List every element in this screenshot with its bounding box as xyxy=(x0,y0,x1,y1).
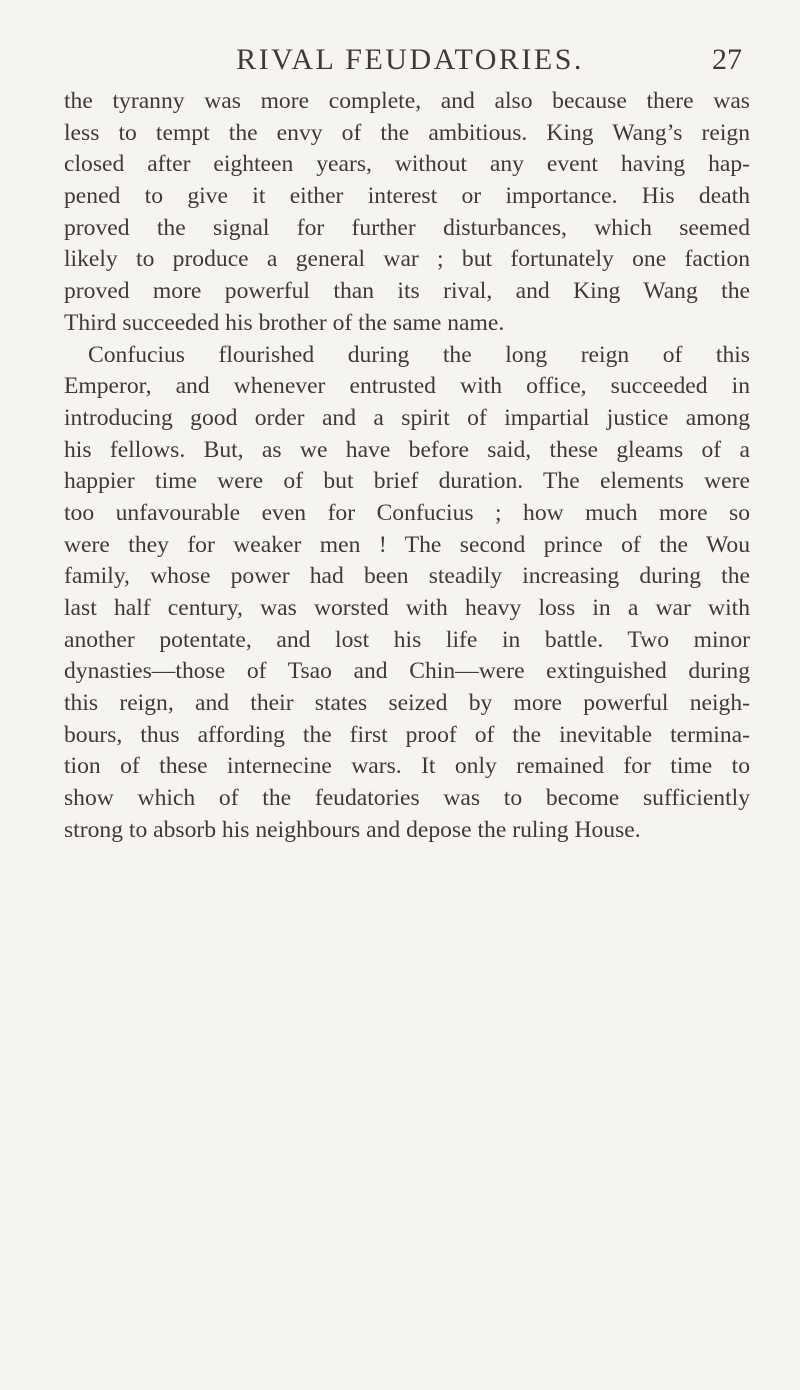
text-line: dynasties—those of Tsao and Chin—were extinguished during xyxy=(64,658,750,685)
text-line: too unfavourable even for Confucius ; how much more so xyxy=(64,499,750,526)
running-head xyxy=(60,40,750,80)
text-line: proved the signal for further disturbances, which seemed xyxy=(64,214,750,241)
text-line: less to tempt the envy of the ambitious. King Wang’s reign xyxy=(64,119,750,146)
text-line: the tyranny was more complete, and also because there was xyxy=(64,88,750,114)
text-line: another potentate, and lost his life in battle. Two minor xyxy=(64,626,750,653)
text-line: show which of the feudatories was to become sufficiently xyxy=(64,785,750,812)
text-line: were they for weaker men ! The second prince of the Wou xyxy=(64,531,750,558)
text-line: happier time were of but brief duration. The elements were xyxy=(64,468,750,495)
text-line: Third succeeded his brother of the same name. xyxy=(64,309,505,336)
body-text xyxy=(64,86,750,847)
page-number: 27 xyxy=(712,43,742,76)
text-line: bours, thus affording the first proof of the inevitable termina- xyxy=(64,721,750,748)
text-line: last half century, was worsted with heavy loss in a war with xyxy=(64,595,750,621)
text-line: proved more powerful than its rival, and King Wang the xyxy=(64,278,750,305)
text-line: likely to produce a general war ; but fortunately one faction xyxy=(64,246,750,273)
text-line: pened to give it either interest or importance. His death xyxy=(64,183,750,210)
text-line: closed after eighteen years, without any event having hap- xyxy=(64,151,750,178)
running-title: RIVAL FEUDATORIES. xyxy=(236,43,584,76)
text-line: family, whose power had been steadily increasing during the xyxy=(64,563,750,590)
text-line: tion of these internecine wars. It only remained for time to xyxy=(64,753,750,780)
text-line: introducing good order and a spirit of impartial justice among xyxy=(64,404,750,431)
text-line: Emperor, and whenever entrusted with office, succeeded in xyxy=(64,373,750,400)
text-line: his fellows. But, as we have before said, these gleams of a xyxy=(64,436,750,463)
text-line: strong to absorb his neighbours and depose the ruling House. xyxy=(64,816,641,843)
text-line: Confucius flourished during the long reign of this xyxy=(88,341,750,368)
text-line: this reign, and their states seized by more powerful neigh- xyxy=(64,690,750,717)
